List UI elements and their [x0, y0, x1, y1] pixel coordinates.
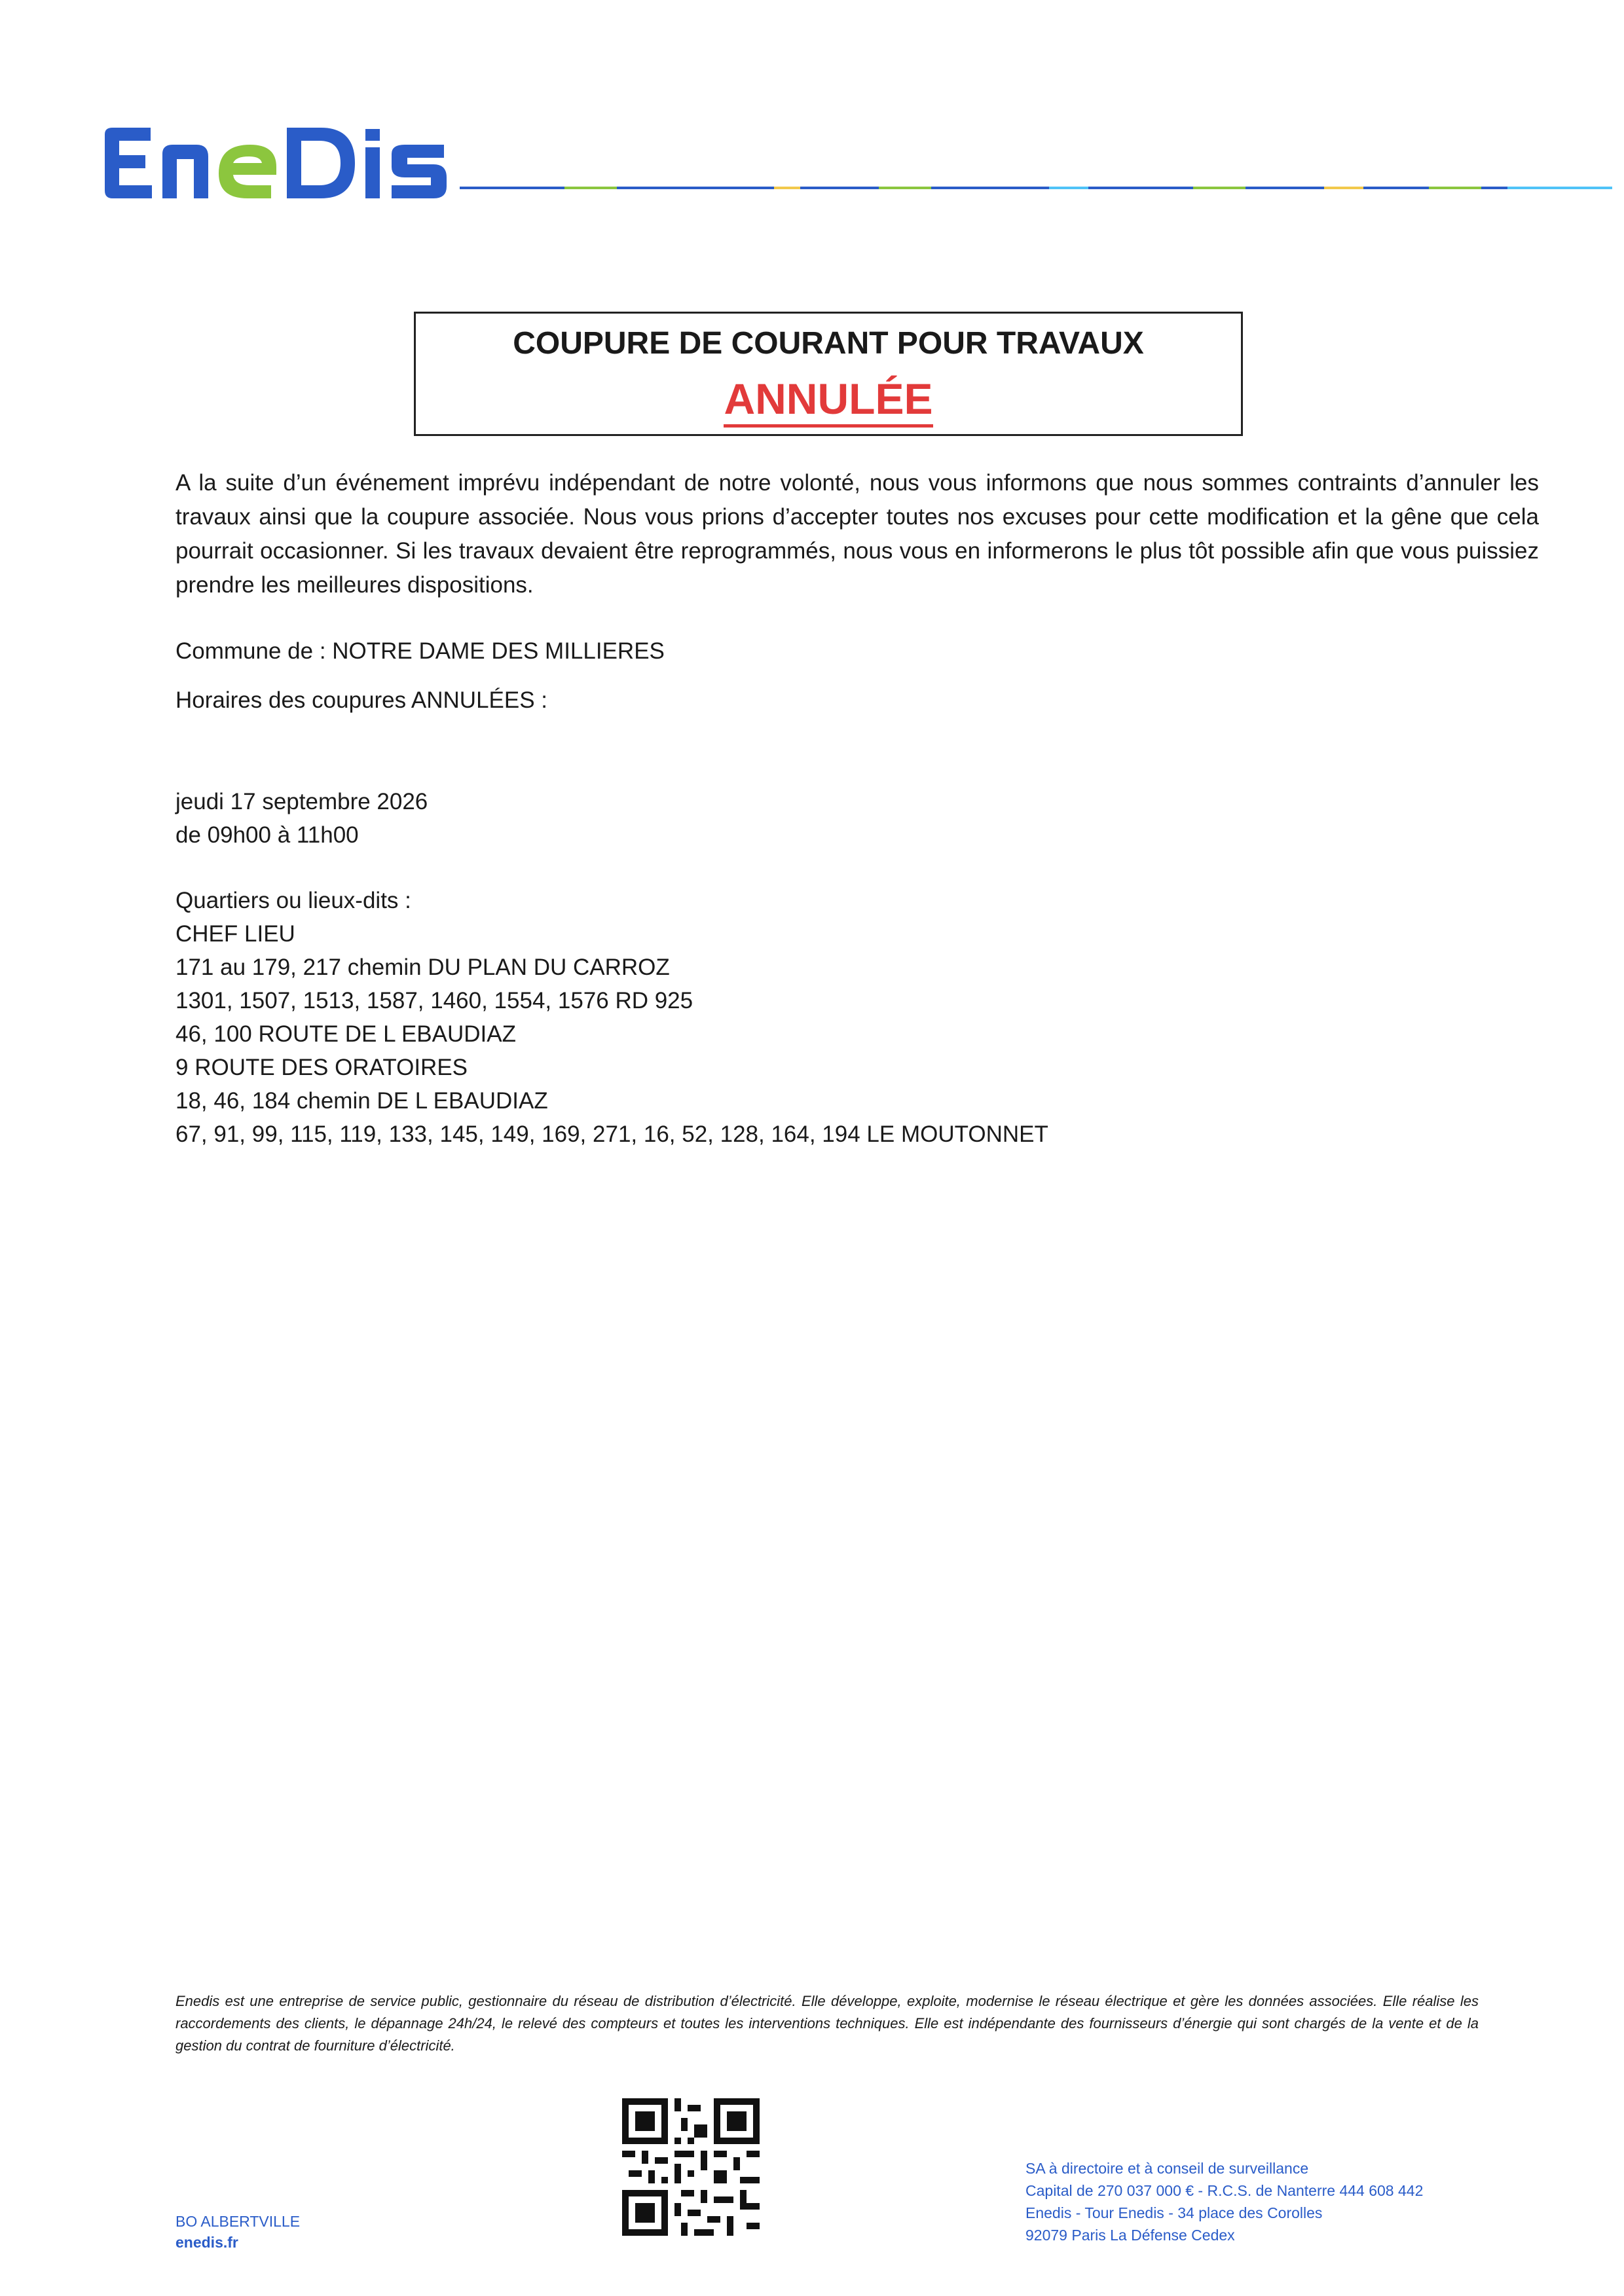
- outage-time: de 09h00 à 11h00: [175, 822, 359, 848]
- location-item: 18, 46, 184 chemin DE L EBAUDIAZ: [175, 1088, 548, 1114]
- location-item: 1301, 1507, 1513, 1587, 1460, 1554, 1576 RD 925: [175, 988, 693, 1013]
- company-line: Enedis - Tour Enedis - 34 place des Corolles: [1025, 2204, 1323, 2221]
- notice-status: [416, 374, 1241, 424]
- location-item: 9 ROUTE DES ORATOIRES: [175, 1055, 468, 1080]
- horaires-label: Horaires des coupures ANNULÉES :: [175, 687, 548, 713]
- location-item: 46, 100 ROUTE DE L EBAUDIAZ: [175, 1021, 516, 1047]
- commune-line: Commune de : NOTRE DAME DES MILLIERES: [175, 638, 665, 664]
- location-item: 67, 91, 99, 115, 119, 133, 145, 149, 169, 271, 16, 52, 128, 164, 194 LE MOUTONNET: [175, 1121, 1048, 1147]
- website-link[interactable]: enedis.fr: [175, 2234, 238, 2251]
- title-box: [414, 312, 1243, 436]
- office-name: BO ALBERTVILLE: [175, 2213, 301, 2230]
- logo-dashed-line: [460, 185, 1612, 191]
- enedis-logo: [98, 115, 452, 213]
- intro-paragraph: A la suite d’un événement imprévu indépendant de notre volonté, nous vous informons que nous sommes contraints d’annuler les travaux ainsi que la coupure associée. Nous vous prions d’accepter toutes nos excuses pour cette modification et la gêne que cela pourrait occasionner. Si les travaux devaient être reprogrammés, nous vous en informerons le plus tôt possible afin que vous puissiez prendre les meilleures dispositions.: [175, 470, 1539, 598]
- outage-date: jeudi 17 septembre 2026: [175, 789, 428, 814]
- qr-code: [622, 2098, 760, 2236]
- status-text: ANNULÉE: [724, 374, 932, 428]
- company-line: Capital de 270 037 000 € - R.C.S. de Nanterre 444 608 442: [1025, 2182, 1424, 2199]
- location-item: 171 au 179, 217 chemin DU PLAN DU CARROZ: [175, 955, 670, 980]
- company-line: 92079 Paris La Défense Cedex: [1025, 2227, 1235, 2244]
- company-line: SA à directoire et à conseil de surveillance: [1025, 2160, 1309, 2177]
- location-item: CHEF LIEU: [175, 921, 295, 947]
- notice-title: COUPURE DE COURANT POUR TRAVAUX: [513, 326, 1144, 361]
- quartiers-label: Quartiers ou lieux-dits :: [175, 888, 411, 913]
- legal-notice: Enedis est une entreprise de service public, gestionnaire du réseau de distribution d’électricité. Elle développe, exploite, modernise le réseau électrique et gère les données associées. Elle réalise les raccordements des clients, le dépannage 24h/24, le relevé des compteurs et toutes les interventions techniques. Elle est indépendante des fournisseurs d’énergie qui sont chargés de la vente et de la gestion du contrat de fourniture d’électricité.: [175, 1993, 1479, 2054]
- company-info: [1025, 2157, 1423, 2246]
